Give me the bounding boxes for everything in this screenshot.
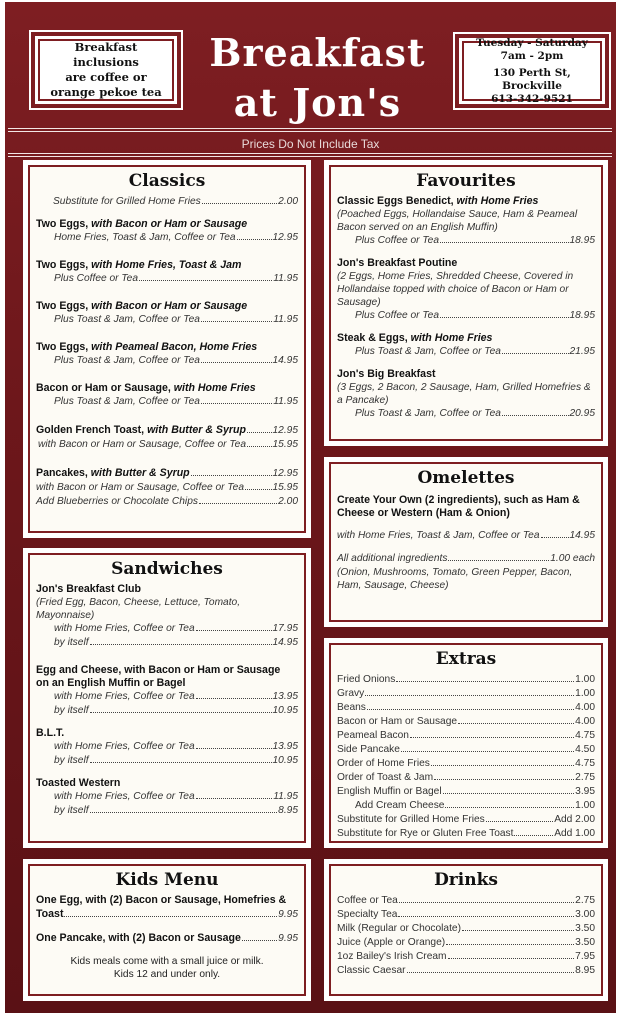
menu-line <box>337 687 595 701</box>
item-label: with Butter & Syrup <box>90 467 190 479</box>
item-name: B.L.T. <box>36 727 65 739</box>
menu-line <box>337 908 595 922</box>
item-price: 13.95 <box>272 741 298 752</box>
open-days: Tuesday - Saturday <box>476 36 588 49</box>
item-price: Add 1.00 <box>554 828 595 839</box>
item-label: with Home Fries, Coffee or Tea <box>54 691 195 702</box>
menu-line <box>36 622 298 636</box>
item-price: 3.95 <box>575 786 595 797</box>
menu-line <box>337 345 595 359</box>
menu-line <box>337 673 595 687</box>
dot-leader <box>242 940 277 941</box>
kids-note: Kids meals come with a small juice or milk. <box>70 956 264 967</box>
menu-line <box>337 715 595 729</box>
item-price: 15.95 <box>272 482 298 493</box>
divider <box>8 156 612 157</box>
item-label: One Pancake, with (2) Bacon or Sausage <box>36 932 241 944</box>
item-price: 12.95 <box>272 425 298 436</box>
item-name: Bacon or Ham or Sausage, with Home Fries <box>36 382 256 394</box>
menu-line <box>337 785 595 799</box>
item-label: Plus Toast & Jam, Coffee or Tea <box>54 314 200 325</box>
favourites-panel <box>324 160 608 446</box>
dot-leader <box>139 280 272 281</box>
item-label: Add Blueberries or Chocolate Chips <box>36 496 198 507</box>
restaurant-title <box>180 28 455 128</box>
item-price: 18.95 <box>569 235 595 246</box>
item-price: 13.95 <box>272 691 298 702</box>
dot-leader <box>445 807 574 808</box>
item-price: 21.95 <box>569 346 595 357</box>
dot-leader <box>401 751 574 752</box>
item-price: 11.95 <box>273 273 298 284</box>
phone: 613-342-9521 <box>491 92 573 105</box>
item-label: Golden French Toast, <box>36 424 148 436</box>
item-label: English Muffin or Bagel <box>337 786 442 797</box>
address: 130 Perth St, Brockville <box>493 66 571 92</box>
kids-note: Kids 12 and under only. <box>113 969 221 980</box>
item-price: 10.95 <box>272 755 298 766</box>
menu-line <box>337 757 595 771</box>
open-time: 7am - 2pm <box>500 49 564 62</box>
item-label: Bacon or Ham or Sausage <box>337 716 458 727</box>
dot-leader <box>502 415 569 416</box>
dot-leader <box>367 709 574 710</box>
dot-leader <box>196 698 272 699</box>
sandwiches-title: Sandwiches <box>111 559 223 579</box>
dot-leader <box>201 403 272 404</box>
item-name: Egg and Cheese, with Bacon or Ham or Sausage <box>36 664 281 676</box>
favourites-title: Favourites <box>416 171 516 191</box>
item-label: All additional ingredients <box>337 553 448 564</box>
item-label: Order of Toast & Jam <box>337 772 434 783</box>
item-label: Plus Coffee or Tea <box>355 310 440 321</box>
item-label: Specialty Tea <box>337 909 398 920</box>
item-name: Two Eggs, with Bacon or Ham or Sausage <box>36 300 248 312</box>
dot-leader <box>196 630 272 631</box>
dot-leader <box>448 958 575 959</box>
dot-leader <box>237 239 272 240</box>
item-price: 17.95 <box>272 623 298 634</box>
menu-line <box>337 936 595 950</box>
item-label: with Home Fries, Coffee or Tea <box>54 623 195 634</box>
item-price: 2.00 <box>278 196 298 207</box>
dot-leader <box>396 681 574 682</box>
item-name: Classic Eggs Benedict, with Home Fries <box>337 195 539 207</box>
item-label: Home Fries, Toast & Jam, Coffee or Tea <box>54 232 236 243</box>
item-label: Substitute for Grilled Home Fries <box>337 814 485 825</box>
menu-line <box>337 964 595 978</box>
menu-line <box>337 234 595 248</box>
item-label: Substitute for Rye or Gluten Free Toast <box>337 828 514 839</box>
item-price: 2.75 <box>575 895 595 906</box>
menu-line <box>337 771 595 785</box>
item-label: with Bacon or Ham or Sausage, Coffee or Tea <box>38 439 247 450</box>
menu-line <box>36 754 298 768</box>
item-price: 1.00 <box>575 688 595 699</box>
item-price: 4.75 <box>575 730 595 741</box>
item-label: Milk (Regular or Chocolate) <box>337 923 461 934</box>
menu-line <box>36 740 298 754</box>
item-description: (Onion, Mushrooms, Tomato, Green Pepper, Bacon, Ham, Sausage, Cheese) <box>337 567 573 591</box>
menu-line <box>337 729 595 743</box>
item-price: 11.95 <box>273 396 298 407</box>
dot-leader <box>446 944 574 945</box>
menu-page <box>5 2 616 1013</box>
tax-note: Prices Do Not Include Tax <box>241 137 380 151</box>
dot-leader <box>191 475 272 476</box>
title-line-2: at Jon's <box>233 80 402 125</box>
item-label: Peameal Bacon <box>337 730 409 741</box>
item-label: with Bacon or Ham or Sausage, Coffee or Tea <box>36 482 245 493</box>
dot-leader <box>202 203 277 204</box>
item-price: 1.00 <box>575 674 595 685</box>
item-description: (2 Eggs, Home Fries, Shredded Cheese, Covered in Hollandaise topped with choice of Bacon or Ham or Sausage) <box>337 271 574 308</box>
menu-line <box>36 790 298 804</box>
dot-leader <box>196 748 272 749</box>
item-label: by itself <box>54 805 89 816</box>
item-label: Toast <box>36 908 64 920</box>
item-price: 1.00 <box>575 800 595 811</box>
item-label: by itself <box>54 705 89 716</box>
divider <box>8 153 612 154</box>
item-price: 20.95 <box>569 408 595 419</box>
divider <box>8 128 612 129</box>
item-price: 4.75 <box>575 758 595 769</box>
item-name: One Egg, with (2) Bacon or Sausage, Homefries & <box>36 894 287 906</box>
dot-leader <box>365 695 574 696</box>
inclusions-line: Breakfast inclusions <box>73 40 139 69</box>
menu-line <box>36 313 298 327</box>
item-label: Gravy <box>337 688 365 699</box>
item-label: with Home Fries, Coffee or Tea <box>54 791 195 802</box>
dot-leader <box>399 902 574 903</box>
item-label: Plus Coffee or Tea <box>54 273 139 284</box>
item-label: Fried Onions <box>337 674 396 685</box>
dot-leader <box>64 916 277 917</box>
dot-leader <box>90 762 272 763</box>
dot-leader <box>410 737 574 738</box>
item-description: (Fried Egg, Bacon, Cheese, Lettuce, Tomato, Mayonnaise) <box>36 597 241 621</box>
menu-line <box>337 950 595 964</box>
item-price: 12.95 <box>272 468 298 479</box>
item-label: by itself <box>54 637 89 648</box>
extras-title: Extras <box>435 649 497 669</box>
menu-line <box>337 813 595 827</box>
dot-leader <box>502 353 569 354</box>
item-name: Two Eggs, with Peameal Bacon, Home Fries <box>36 341 258 353</box>
item-name: Jon's Breakfast Poutine <box>337 257 458 269</box>
item-label: by itself <box>54 755 89 766</box>
dot-leader <box>196 798 273 799</box>
item-description: (3 Eggs, 2 Bacon, 2 Sausage, Ham, Grilled Homefries & a Pancake) <box>337 382 591 406</box>
item-name: Steak & Eggs, with Home Fries <box>337 332 493 344</box>
dot-leader <box>90 812 278 813</box>
dot-leader <box>201 362 272 363</box>
menu-line <box>36 395 298 409</box>
item-price: 3.00 <box>575 909 595 920</box>
drinks-panel <box>324 859 608 1001</box>
item-label: Add Cream Cheese <box>355 800 445 811</box>
dot-leader <box>458 723 574 724</box>
menu-line <box>36 438 298 452</box>
menu-line <box>36 690 298 704</box>
item-name: Two Eggs, with Bacon or Ham or Sausage <box>36 218 248 230</box>
item-price: 15.95 <box>272 439 298 450</box>
menu-line <box>36 704 298 718</box>
item-label: Order of Home Fries <box>337 758 430 769</box>
sandwiches-panel <box>23 548 311 848</box>
dot-leader <box>431 765 574 766</box>
dot-leader <box>440 317 568 318</box>
item-price: 14.95 <box>569 530 595 541</box>
menu-line <box>36 931 298 946</box>
item-label: Plus Toast & Jam, Coffee or Tea <box>54 396 200 407</box>
item-price: Add 2.00 <box>554 814 595 825</box>
dot-leader <box>440 242 568 243</box>
item-price: 18.95 <box>569 310 595 321</box>
dot-leader <box>448 560 549 561</box>
item-price: 4.00 <box>575 716 595 727</box>
classics-panel <box>23 160 311 538</box>
menu-line <box>36 354 298 368</box>
dot-leader <box>90 712 272 713</box>
drinks-title: Drinks <box>434 870 498 890</box>
menu-line <box>36 272 298 286</box>
item-price: 4.00 <box>575 702 595 713</box>
item-price: 9.95 <box>278 933 298 944</box>
menu-line <box>337 529 595 543</box>
menu-line <box>337 922 595 936</box>
menu-line <box>36 231 298 245</box>
item-label: Juice (Apple or Orange) <box>337 937 446 948</box>
item-price: 7.95 <box>575 951 595 962</box>
item-price: 3.50 <box>575 937 595 948</box>
item-label: Substitute for Grilled Home Fries <box>53 196 201 207</box>
menu-line <box>36 907 298 922</box>
item-label: Plus Coffee or Tea <box>355 235 440 246</box>
item-label: Coffee or Tea <box>337 895 398 906</box>
item-name: on an English Muffin or Bagel <box>36 677 186 689</box>
item-name: Two Eggs, with Home Fries, Toast & Jam <box>36 259 242 271</box>
inclusions-line: orange pekoe tea <box>50 85 162 99</box>
item-price: 2.00 <box>278 496 298 507</box>
item-label: Beans <box>337 702 366 713</box>
menu-line <box>337 407 595 421</box>
item-price: 9.95 <box>278 909 298 920</box>
menu-line <box>36 466 298 481</box>
menu-line <box>36 636 298 650</box>
inclusions-box <box>33 34 179 106</box>
dot-leader <box>514 835 553 836</box>
dot-leader <box>407 972 575 973</box>
omelettes-panel <box>324 457 608 627</box>
item-label: 1oz Bailey's Irish Cream <box>337 951 447 962</box>
item-price: 8.95 <box>278 805 298 816</box>
dot-leader <box>90 644 272 645</box>
item-price: 10.95 <box>272 705 298 716</box>
item-label: Side Pancake <box>337 744 400 755</box>
item-description: (Poached Eggs, Hollandaise Sauce, Ham & Peameal Bacon served on an English Muffin) <box>337 209 578 233</box>
menu-line <box>36 481 298 495</box>
item-label: Plus Toast & Jam, Coffee or Tea <box>355 408 501 419</box>
extras-panel <box>324 638 608 848</box>
item-price: 12.95 <box>272 232 298 243</box>
dot-leader <box>199 503 277 504</box>
item-label: Plus Toast & Jam, Coffee or Tea <box>355 346 501 357</box>
menu-line <box>337 743 595 757</box>
menu-line <box>36 423 298 438</box>
item-name: Jon's Big Breakfast <box>337 368 436 380</box>
item-price: 2.75 <box>575 772 595 783</box>
kids-panel <box>23 859 311 1001</box>
item-label <box>36 466 190 480</box>
menu-line <box>337 309 595 323</box>
menu-line <box>337 894 595 908</box>
item-label: with Home Fries, Coffee or Tea <box>54 741 195 752</box>
menu-line <box>36 195 298 209</box>
classics-title: Classics <box>128 171 206 191</box>
menu-line <box>337 799 595 813</box>
dot-leader <box>398 916 574 917</box>
item-label: with Butter & Syrup <box>147 424 246 436</box>
item-name: Toasted Western <box>36 777 121 789</box>
omelettes-title: Omelettes <box>417 468 515 488</box>
menu-line <box>337 701 595 715</box>
item-price: 11.95 <box>273 791 298 802</box>
item-price: 11.95 <box>273 314 298 325</box>
item-price: 3.50 <box>575 923 595 934</box>
item-price: 8.95 <box>575 965 595 976</box>
item-label: with Home Fries, Toast & Jam, Coffee or Tea <box>337 530 540 541</box>
item-label: Pancakes, <box>36 467 91 479</box>
kids-title: Kids Menu <box>115 870 219 890</box>
menu-line <box>36 804 298 818</box>
item-label <box>36 423 246 437</box>
dot-leader <box>247 446 271 447</box>
item-price: 14.95 <box>272 355 298 366</box>
menu-line <box>337 552 595 566</box>
menu-line <box>36 495 298 509</box>
item-name: Create Your Own (2 ingredients), such as Ham & Cheese or Western (Ham & Onion) <box>337 494 580 519</box>
dot-leader <box>247 432 272 433</box>
item-name: Jon's Breakfast Club <box>36 583 141 595</box>
dot-leader <box>443 793 575 794</box>
dot-leader <box>462 930 574 931</box>
inclusions-line: are coffee or <box>65 70 147 84</box>
dot-leader <box>541 537 569 538</box>
hours-box <box>457 36 607 106</box>
item-label: Plus Toast & Jam, Coffee or Tea <box>54 355 200 366</box>
divider <box>8 131 612 132</box>
dot-leader <box>245 489 271 490</box>
dot-leader <box>486 821 553 822</box>
item-price: 14.95 <box>272 637 298 648</box>
item-price: 4.50 <box>575 744 595 755</box>
menu-line <box>337 827 595 841</box>
title-line-1: Breakfast <box>209 30 426 75</box>
item-label: Classic Caesar <box>337 965 406 976</box>
dot-leader <box>434 779 574 780</box>
dot-leader <box>201 321 272 322</box>
item-price: 1.00 each <box>550 553 595 564</box>
